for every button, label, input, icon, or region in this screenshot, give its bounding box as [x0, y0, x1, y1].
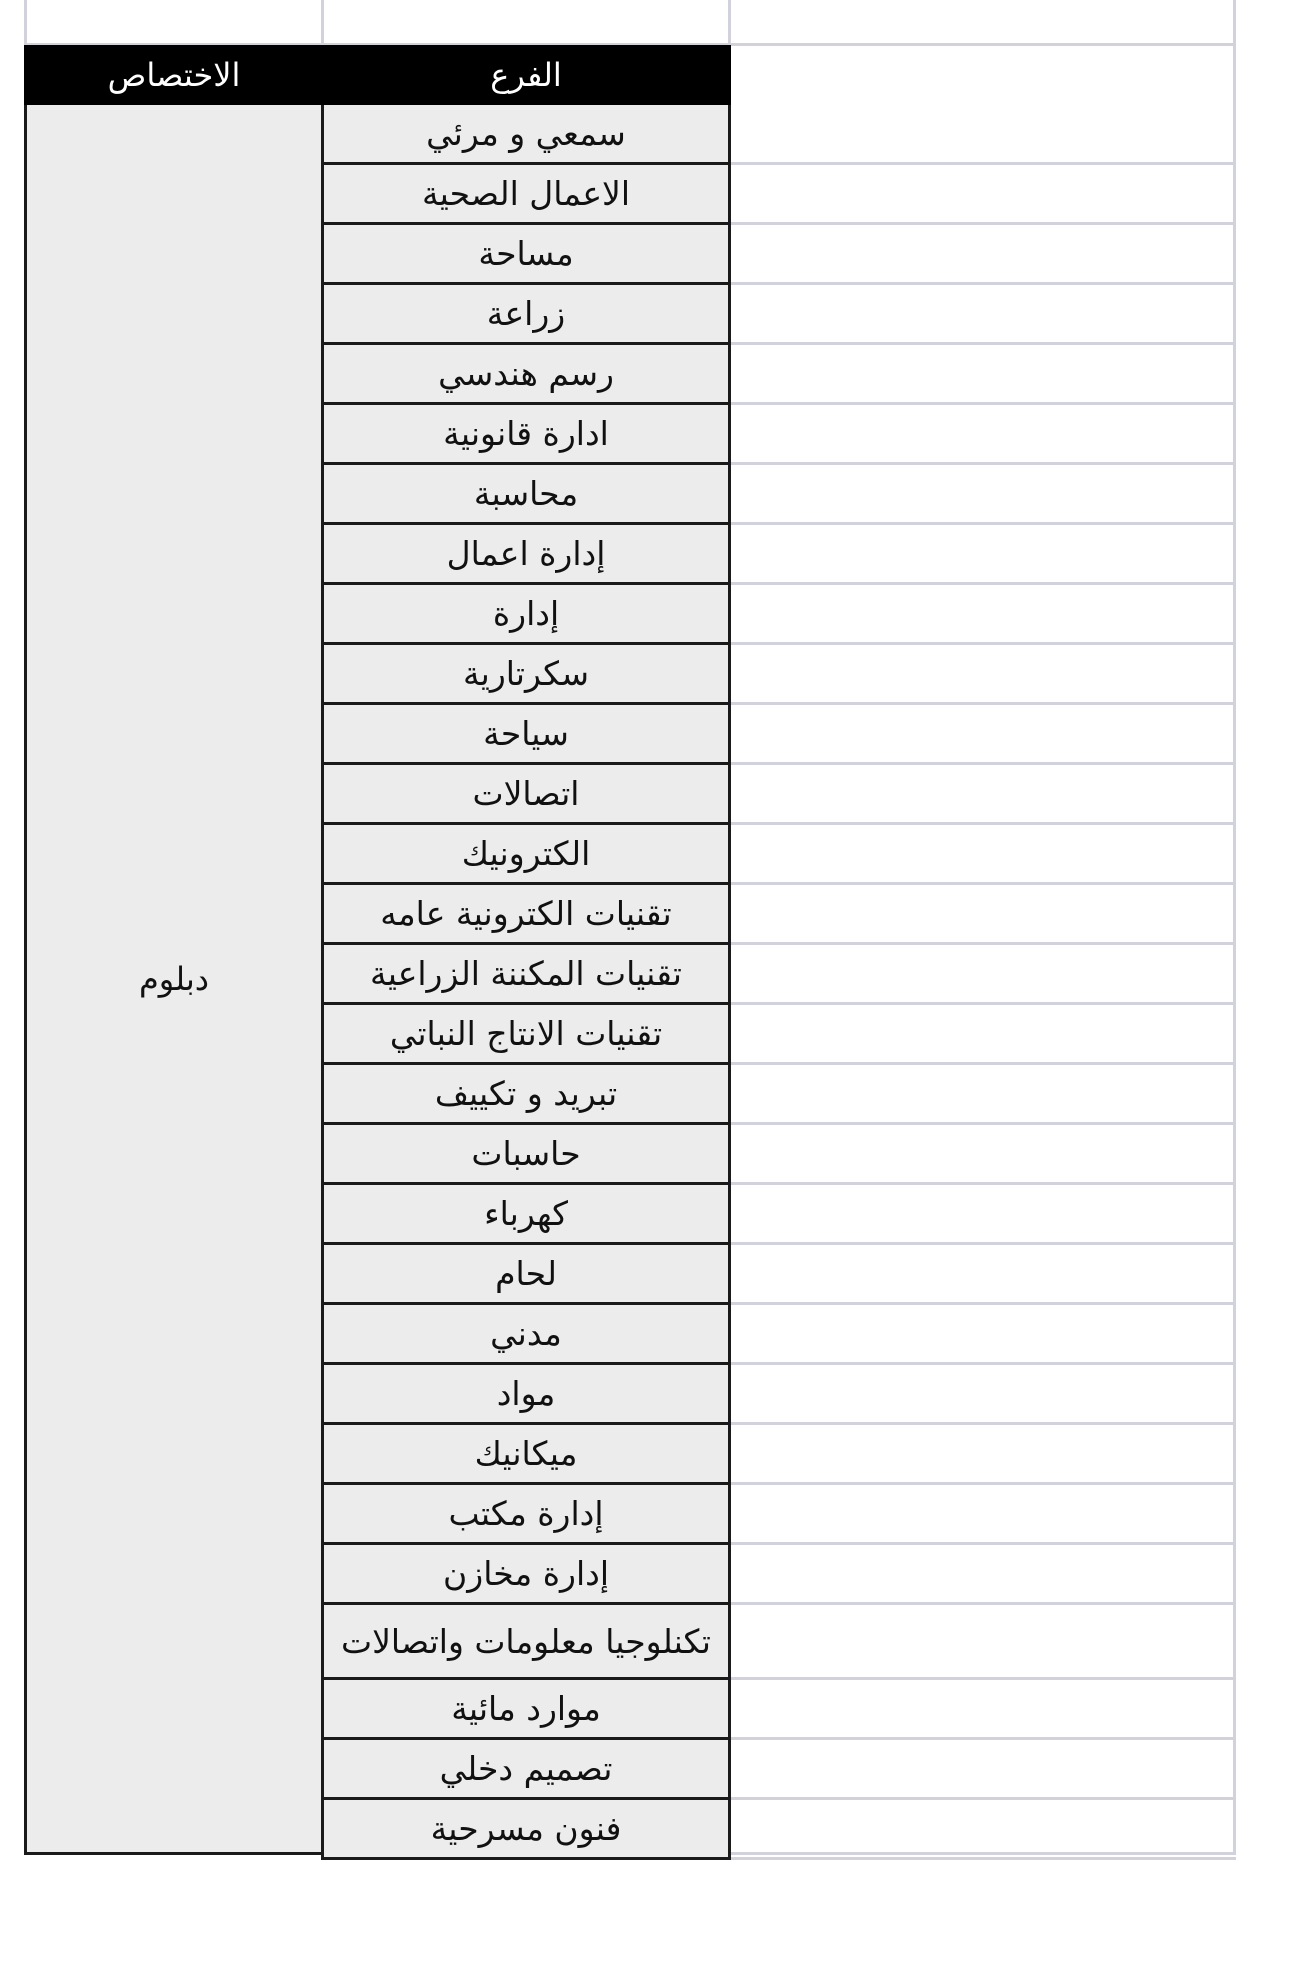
grid-line-row	[731, 1122, 1236, 1125]
branch-row: تصميم دخلي	[321, 1740, 731, 1800]
branch-row: محاسبة	[321, 465, 731, 525]
specialization-cell: دبلوم	[24, 105, 324, 1855]
grid-line-row	[731, 1362, 1236, 1365]
grid-line-row	[731, 1302, 1236, 1305]
branch-row: تبريد و تكييف	[321, 1065, 731, 1125]
grid-line-row	[731, 1857, 1236, 1860]
grid-line-row	[731, 822, 1236, 825]
branch-row: ادارة قانونية	[321, 405, 731, 465]
grid-line-row	[731, 522, 1236, 525]
branch-row: تقنيات المكننة الزراعية	[321, 945, 731, 1005]
grid-line-row	[731, 1677, 1236, 1680]
grid-line-row	[731, 642, 1236, 645]
grid-line-row	[731, 942, 1236, 945]
branch-row: رسم هندسي	[321, 345, 731, 405]
grid-line-row	[731, 1242, 1236, 1245]
branch-row: إدارة مكتب	[321, 1485, 731, 1545]
grid-line-col-a-top	[321, 0, 324, 45]
grid-line-row	[731, 222, 1236, 225]
branch-row: ميكانيك	[321, 1425, 731, 1485]
branch-row: اتصالات	[321, 765, 731, 825]
branch-row: تكنلوجيا معلومات واتصالات	[321, 1605, 731, 1680]
grid-line-row	[731, 402, 1236, 405]
branch-row: إدارة	[321, 585, 731, 645]
grid-line-row	[731, 1542, 1236, 1545]
grid-line-row	[731, 1737, 1236, 1740]
branch-row: كهرباء	[321, 1185, 731, 1245]
branch-row: حاسبات	[321, 1125, 731, 1185]
branch-row: تقنيات الانتاج النباتي	[321, 1005, 731, 1065]
branch-row: مدني	[321, 1305, 731, 1365]
grid-line-bottom	[728, 1852, 1236, 1855]
grid-line-row	[731, 282, 1236, 285]
branch-row: لحام	[321, 1245, 731, 1305]
header-branch: الفرع	[321, 45, 731, 105]
branch-row: سمعي و مرئي	[321, 105, 731, 165]
branch-row: زراعة	[321, 285, 731, 345]
header-specialization: الاختصاص	[24, 45, 324, 105]
grid-line-row	[731, 162, 1236, 165]
branch-row: الاعمال الصحية	[321, 165, 731, 225]
branch-row: إدارة اعمال	[321, 525, 731, 585]
grid-line-row	[731, 762, 1236, 765]
branch-row: تقنيات الكترونية عامه	[321, 885, 731, 945]
grid-line-row	[731, 1797, 1236, 1800]
branch-row: إدارة مخازن	[321, 1545, 731, 1605]
grid-line-row	[731, 882, 1236, 885]
grid-line-row	[731, 1182, 1236, 1185]
grid-line-row	[731, 1602, 1236, 1605]
grid-line-row	[731, 1482, 1236, 1485]
branch-row: الكترونيك	[321, 825, 731, 885]
grid-line-row	[731, 1062, 1236, 1065]
grid-line-row	[731, 1002, 1236, 1005]
grid-line-col-b-top	[728, 0, 731, 45]
grid-line-row	[731, 582, 1236, 585]
grid-line-col-a-left	[24, 0, 27, 45]
grid-line-row	[731, 342, 1236, 345]
branch-row: مساحة	[321, 225, 731, 285]
grid-line-row	[731, 1422, 1236, 1425]
grid-line-row	[731, 702, 1236, 705]
branch-row: موارد مائية	[321, 1680, 731, 1740]
branch-row: سكرتارية	[321, 645, 731, 705]
branch-row: مواد	[321, 1365, 731, 1425]
branch-row: فنون مسرحية	[321, 1800, 731, 1860]
branch-row: سياحة	[321, 705, 731, 765]
grid-line-row	[731, 462, 1236, 465]
grid-line-col-c	[1233, 0, 1236, 1855]
